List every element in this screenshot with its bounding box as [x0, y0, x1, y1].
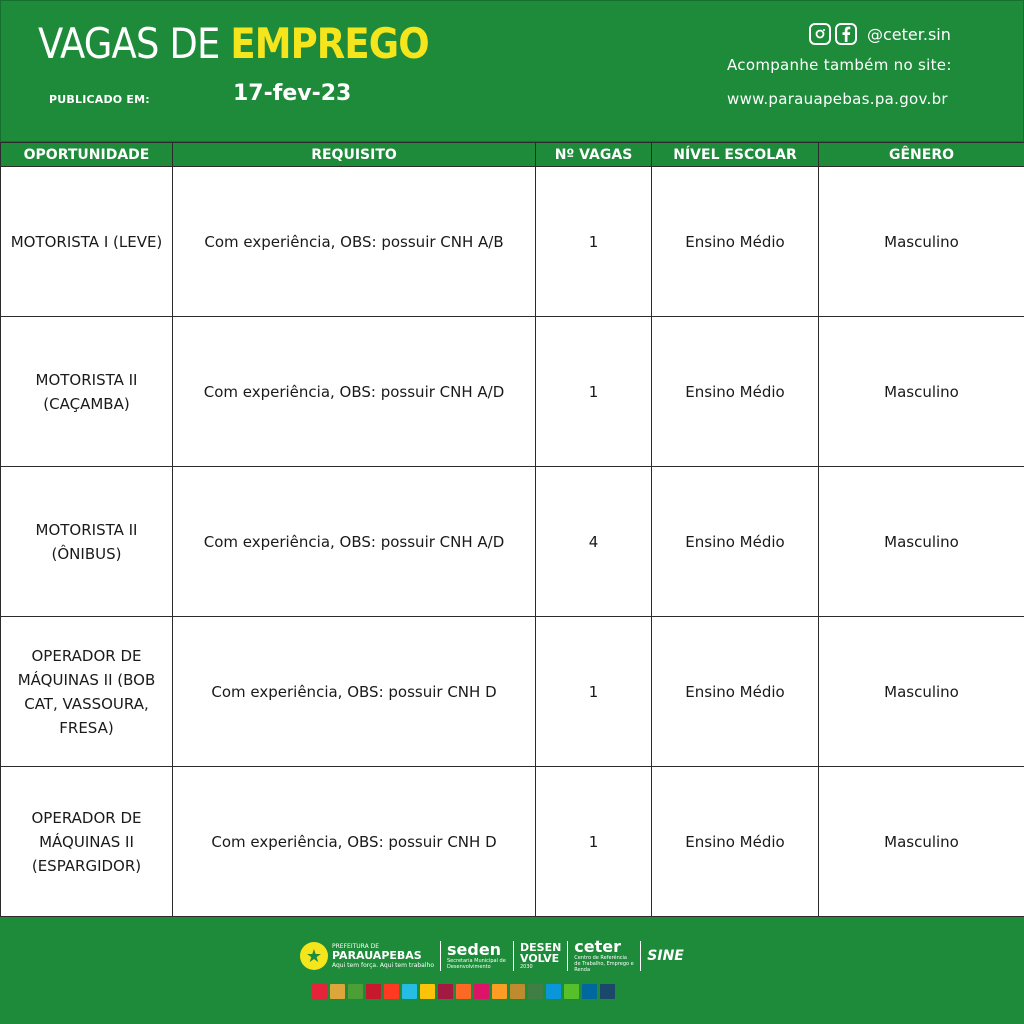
desen-year: 2030 [520, 964, 533, 970]
cell-nivel: Ensino Médio [652, 617, 819, 767]
col-header-nivel-escolar: NÍVEL ESCOLAR [652, 143, 819, 167]
ods-goal-icon [402, 984, 417, 999]
table-row [1, 617, 1024, 767]
logo-divider [640, 941, 641, 971]
jobs-table [0, 142, 1024, 917]
ods-goal-icon [456, 984, 471, 999]
cell-requisito: Com experiência, OBS: possuir CNH D [173, 767, 536, 917]
pref-sub-text: Aqui tem força. Aqui tem trabalho [332, 962, 434, 969]
col-header-genero: GÊNERO [819, 143, 1024, 167]
ods-goal-icon [564, 984, 579, 999]
cell-genero: Masculino [819, 767, 1024, 917]
ods-goal-icon [510, 984, 525, 999]
table-header-row [1, 143, 1024, 167]
table-row [1, 767, 1024, 917]
cell-requisito: Com experiência, OBS: possuir CNH D [173, 617, 536, 767]
ods-goal-icon [528, 984, 543, 999]
col-header-requisito: REQUISITO [173, 143, 536, 167]
seden-word: seden [447, 940, 502, 959]
table-row [1, 467, 1024, 617]
cell-vagas: 4 [536, 467, 652, 617]
published-date: 17-fev-23 [233, 81, 352, 106]
ods-goal-icon [348, 984, 363, 999]
desenvolve-logo [520, 942, 561, 970]
ods-goal-icon [546, 984, 561, 999]
cell-genero: Masculino [819, 467, 1024, 617]
ods-goal-icon [330, 984, 345, 999]
follow-text: Acompanhe também no site: [727, 56, 952, 74]
title-part-vagas: VAGAS DE [38, 19, 231, 68]
ods-goal-icon [384, 984, 399, 999]
instagram-icon[interactable] [809, 23, 831, 45]
published-label: PUBLICADO EM: [49, 93, 150, 106]
cell-oportunidade: MOTORISTA II (ÔNIBUS) [1, 467, 173, 617]
col-header-vagas: Nº VAGAS [536, 143, 652, 167]
ods-icons-row [312, 984, 615, 1000]
table-row [1, 167, 1024, 317]
cell-vagas: 1 [536, 317, 652, 467]
ods-goal-icon [312, 984, 327, 999]
cell-nivel: Ensino Médio [652, 317, 819, 467]
cell-genero: Masculino [819, 617, 1024, 767]
sine-word: SINE [647, 948, 684, 964]
cell-nivel: Ensino Médio [652, 767, 819, 917]
cell-vagas: 1 [536, 767, 652, 917]
logo-divider [513, 941, 514, 971]
cell-requisito: Com experiência, OBS: possuir CNH A/B [173, 167, 536, 317]
ods-goal-icon [474, 984, 489, 999]
cell-oportunidade: OPERADOR DE MÁQUINAS II (BOB CAT, VASSOURA, FRESA) [1, 617, 173, 767]
ods-goal-icon [492, 984, 507, 999]
cell-genero: Masculino [819, 167, 1024, 317]
sine-logo [647, 948, 684, 964]
logo-divider [567, 941, 568, 971]
cell-oportunidade: MOTORISTA I (LEVE) [1, 167, 173, 317]
page-title [38, 19, 429, 68]
logo-divider [440, 941, 441, 971]
social-handle[interactable]: @ceter.sin [867, 24, 951, 44]
cell-oportunidade: MOTORISTA II (CAÇAMBA) [1, 317, 173, 467]
pref-name: PARAUAPEBAS [332, 949, 422, 962]
header-banner [0, 0, 1024, 142]
cell-vagas: 1 [536, 617, 652, 767]
col-header-oportunidade: OPORTUNIDADE [1, 143, 173, 167]
seden-sub: Secretaria Municipal de Desenvolvimento [447, 958, 506, 970]
ods-goal-icon [600, 984, 615, 999]
desen-word: DESEN [520, 941, 562, 954]
star-icon: ★ [300, 942, 328, 970]
ceter-word: ceter [574, 937, 622, 956]
pref-top-text: PREFEITURA DE [332, 943, 379, 950]
cell-requisito: Com experiência, OBS: possuir CNH A/D [173, 317, 536, 467]
social-links [809, 22, 951, 46]
ods-goal-icon [366, 984, 381, 999]
ods-goal-icon [438, 984, 453, 999]
cell-nivel: Ensino Médio [652, 467, 819, 617]
volve-word: VOLVE [520, 952, 560, 965]
ceter-sub: Centro de Referência de Trabalho, Emprego e Renda [574, 955, 634, 973]
cell-vagas: 1 [536, 167, 652, 317]
table-row [1, 317, 1024, 467]
title-part-emprego: EMPREGO [230, 19, 429, 68]
facebook-icon[interactable] [835, 23, 857, 45]
ods-goal-icon [420, 984, 435, 999]
prefeitura-logo [300, 942, 434, 970]
partner-logos [300, 938, 684, 974]
ceter-logo [574, 939, 634, 973]
ods-goal-icon [582, 984, 597, 999]
cell-requisito: Com experiência, OBS: possuir CNH A/D [173, 467, 536, 617]
website-link[interactable]: www.parauapebas.pa.gov.br [727, 90, 948, 108]
cell-genero: Masculino [819, 317, 1024, 467]
cell-nivel: Ensino Médio [652, 167, 819, 317]
seden-logo [447, 942, 507, 970]
cell-oportunidade: OPERADOR DE MÁQUINAS II (ESPARGIDOR) [1, 767, 173, 917]
